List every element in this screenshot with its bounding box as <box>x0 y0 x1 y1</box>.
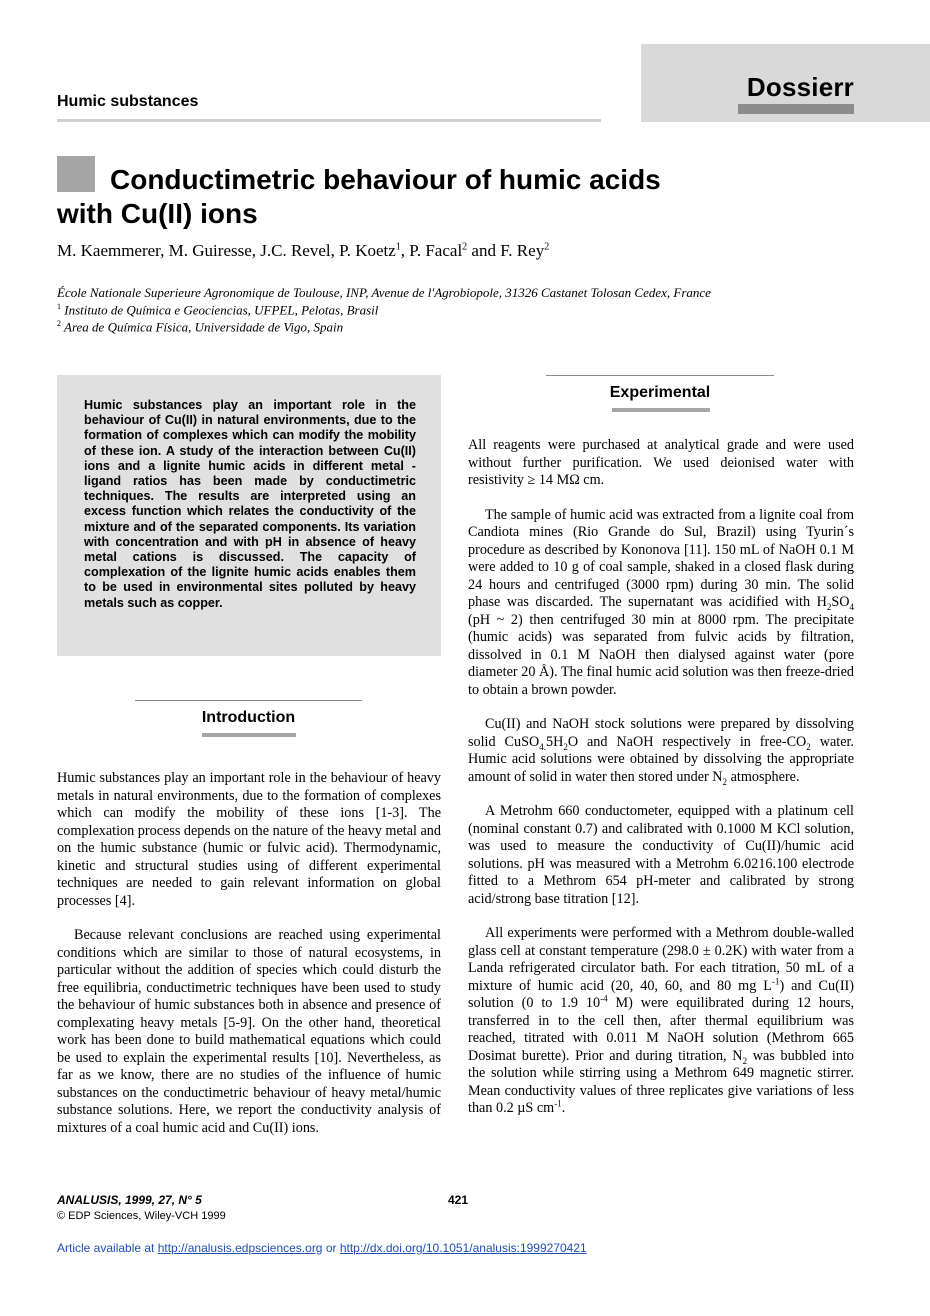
page-number: 421 <box>448 1193 469 1207</box>
introduction-heading: Introduction <box>201 709 296 726</box>
article-title <box>57 163 817 231</box>
experimental-heading: Experimental <box>609 384 711 401</box>
copyright-notice: © EDP Sciences, Wiley-VCH 1999 <box>57 1210 226 1222</box>
introduction-rule-bottom <box>202 733 296 737</box>
affiliation-1 <box>57 302 378 318</box>
affiliation-mark: 1 <box>57 302 61 311</box>
affiliation-2 <box>57 319 343 335</box>
abstract-text: Humic substances play an important role in the behaviour of Cu(II) in natural environments, due to the formation of complexes which can modify the mobility of these ion. A study of the interaction between Cu(II) ions and a lignite humic acids in different metal - ligand ratios has been made by conductimetric techniques. The results are interpreted using an excess function which relates the conductivity of the mixture and of the separated components. Its variation with concentration and with pH in absence of heavy metal cations is discussed. The capacity of complexation of the lignite humic acids enables them to be used in environmental sites polluted by heavy metals such as copper. <box>84 398 416 610</box>
experimental-paragraph-5: All experiments were performed with a Methrom double-walled glass cell at constant temperature (298.0 ± 0.2K) with water from a Landa refrigerated circulator bath. For each titration, 50 mL of a mixture of humic acid (20, 40, 60, and 80 mg $L^{-1}$) and Cu(II) solution (0 to 1.9 $10^{-4}$ M) were equilibrated during 12 hours, transferred in to the cell then, after thermal equilibrium was reached, titrated with 0.011 M NaOH solution (Methrom 665 Dosimat burette). Prior and during titration, $N_2$ was bubbled into the solution while stirring using a Methrom 649 magnetic stirrer. Mean conductivity values of three replicates give variations of less than 0.2 µS $cm^{-1}$. <box>468 925 855 1116</box>
author-affiliation-mark: 2 <box>462 241 468 253</box>
journal-citation: ANALUSIS, 1999, 27, N° 5 <box>57 1193 202 1207</box>
experimental-paragraph-3: Cu(II) and NaOH stock solutions were prepared by dissolving solid $CuSO_{4.}5H_2O$ and NaOH respectively in free-$CO_2$ water. Humic acid solutions were obtained by dissolving the appropriate amount of solid in water then stored under $N_2$ atmosphere. <box>468 716 854 787</box>
journal-link[interactable]: http://analusis.edpsciences.org <box>157 1241 323 1255</box>
experimental-paragraph-2: The sample of humic acid was extracted from a lignite coal from Candiota mines (Rio Grande do Sul, Brazil) using Tyurin´s procedure as described by Kononova [11]. 150 mL of NaOH 0.1 M were added to 10 g of coal sample, shaked in a closed flask during 24 hours and centrifuged (3000 rpm) during 30 min. The solid phase was discarded. The supernatant was acidified with $H_2SO_4$ (pH ~ 2) then centrifuged 30 min at 8000 rpm. The precipitate (humic acids) was separated from fulvic acids by filtration, dissolved in 0.1 M NaOH then dialysed against water (pore diameter 20 Å). The final humic acid solution was then freeze-dried to obtain a brown powder. <box>468 506 854 698</box>
author-text: , P. Facal <box>400 241 463 260</box>
author-list <box>57 241 549 261</box>
author-text: M. Kaemmerer, M. Guiresse, J.C. Revel, P. Koetz <box>57 241 396 260</box>
title-line-1: Conductimetric behaviour of humic acids <box>110 164 661 195</box>
experimental-paragraph-1: All reagents were purchased at analytical grade and were used without further purification. We used deionised water with resistivity ≥ 14 MΩ cm. <box>468 437 854 488</box>
introduction-paragraph-1: Humic substances play an important role in the behaviour of heavy metals in natural environments, due to the formation of complexes which can modify the mobility of these ions [1-3]. The complexation process depends on the nature of the heavy metal and on the humic substance (humic or fulvic acid). Thermodynamic, kinetic and structural studies using of different experimental techniques are needed to gain relevant information on global processes [4]. <box>57 770 441 909</box>
availability-text: or <box>322 1241 340 1255</box>
section-divider <box>57 119 601 122</box>
affiliation-0 <box>57 285 711 301</box>
article-availability <box>57 1241 587 1255</box>
availability-text: Article available at <box>57 1241 158 1255</box>
affiliation-text: Area de Química Física, Universidade de Vigo, Spain <box>61 319 344 335</box>
doi-link[interactable]: http://dx.doi.org/10.1051/analusis:1999270421 <box>339 1241 587 1255</box>
introduction-paragraph-2: Because relevant conclusions are reached using experimental conditions which are similar to those of natural ecosystems, in particular without the addition of species which could disturb the free equilibria, conductimetric techniques have been used to study the behaviour of humic substances both in absence and presence of complexating heavy metals [5-9]. On the other hand, theoretical work has been done to build mathematical equations which could be used to explain the experimental results [10]. Nevertheless, as far as we know, there are no studies of the influence of humic substances on the conductimetric behaviour of heavy metal/humic substance solutions. Here, we report the conductivity analysis of mixtures of a coal humic acid and Cu(II) ions. <box>57 927 441 1136</box>
affiliation-text: École Nationale Superieure Agronomique de Toulouse, INP, Avenue de l'Agrobiopole, 31326 Castanet Tolosan Cedex, France <box>57 285 711 300</box>
journal-section-label: Dossierr <box>746 72 854 102</box>
experimental-paragraph-4: A Metrohm 660 conductometer, equipped with a platinum cell (nominal constant 0.7) and calibrated with 0.1000 M KCl solution, was used to measure the conductivity of Cu(II)/humic acid solutions. pH was measured with a Metrohm 6.0216.100 electrode fitted to a Methrom 654 pH-meter and calibrated by strong acid/strong base titration [12]. <box>468 803 854 907</box>
journal-section-underline <box>738 104 854 114</box>
author-affiliation-mark: 2 <box>544 241 550 253</box>
affiliation-mark: 2 <box>57 319 61 328</box>
author-affiliation-mark: 1 <box>395 241 401 253</box>
experimental-rule-top <box>546 375 774 376</box>
affiliation-text: Instituto de Química e Geociencias, UFPEL, Pelotas, Brasil <box>61 302 379 318</box>
introduction-body <box>57 770 441 1137</box>
author-text: and F. Rey <box>467 241 545 260</box>
section-label: Humic substances <box>57 93 199 110</box>
experimental-body <box>468 437 854 1118</box>
title-line-2: with Cu(II) ions <box>57 198 258 229</box>
introduction-rule-top <box>135 700 362 701</box>
experimental-rule-bottom <box>612 408 710 412</box>
